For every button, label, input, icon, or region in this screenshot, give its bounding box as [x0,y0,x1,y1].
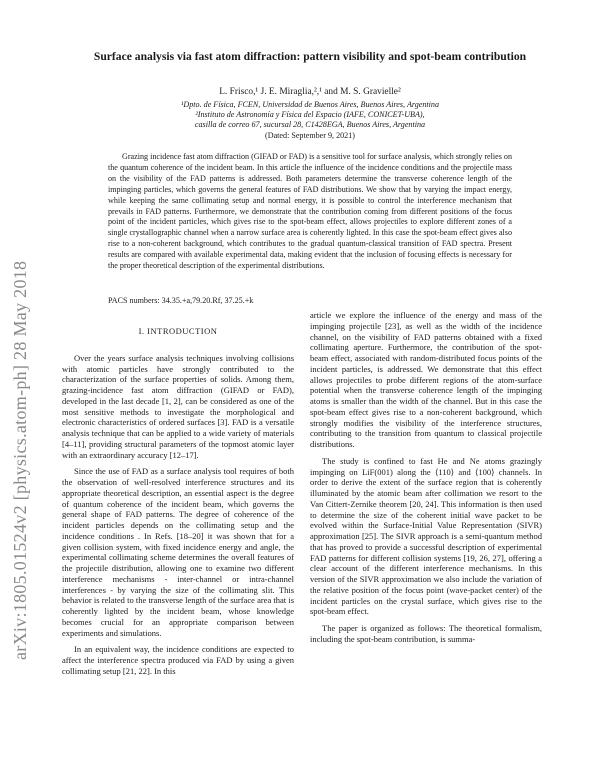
section-heading-introduction: I. INTRODUCTION [138,326,218,336]
body-paragraph: In an equivalent way, the incidence conditions are expected to affect the interference spectra produced via FAD by using a given collimating setup [21, 22]. In this [62,644,294,676]
left-column [62,326,294,683]
affiliation-line: ¹Dpto. de Física, FCEN, Universidad de Buenos Aires, Buenos Aires, Argentina [180,100,440,109]
body-paragraph: Since the use of FAD as a surface analysis tool requires of both the observation of well-resolved interference structures and its appropriate theoretical description, an essential aspect is the degree of quantum coherence of the incident beam, which governs the general shape of FAD patterns. The degree of coherence of the incident particles depends on the collimating setup and the incidence conditions . In Refs. [18–20] it was shown that for a given collision system, with fixed incidence energy and angle, the experimental collimating scheme determines the overall features of the projectile distribution, allowing one to examine two different interference mechanisms - inter-channel or intra-channel interferences - by varying the size of the collimating slit. This behavior is related to the transverse length of the surface area that is coherently lighted by the incident beam, whose knowledge becomes crucial for an appropriate comparison between experiments and simulations. [62,466,294,638]
right-column [310,310,542,651]
pacs-numbers: PACS numbers: 34.35.+a,79.20.Rf, 37.25.+k [108,296,254,305]
body-paragraph: article we explore the influence of the energy and mass of the impinging projectile [23], as well as the width of the incidence channel, on the visibility of FAD patterns obtained with a fixed collimating aperture. Furthermore, the contribution of the spot-beam effect, associated with random-distributed focus points of the incident particles, is addressed. We demonstrate that this effect allows projectiles to probe different regions of the atom-surface potential when the transverse coherence length of the impinging atoms is smaller than the width of the channel. But in this case the spot-beam effect gives rise to a non-coherent background, which strongly modifies the visibility of the interference structures, contributing to the transition from quantum to classical projectile distributions. [310,310,542,449]
abstract-text: Grazing incidence fast atom diffraction (GIFAD or FAD) is a sensitive tool for surface analysis, which strongly relies on the quantum coherence of the incident beam. In this article the influence of the incidence conditions and the projectile mass on the visibility of the FAD patterns is addressed. Both parameters determine the transverse coherence length of the impinging particles, which governs the general features of FAD distributions. We show that by varying the impact energy, while keeping the same collimating setup and normal energy, it is possible to control the interference mechanism that prevails in FAD patterns. Furthermore, we demonstrate that the contribution coming from different positions of the focus point of the incident particles, which gives rise to the spot-beam effect, allows projectiles to explore different zones of a single crystallographic channel when a narrow surface area is coherently lighted. In this case the spot-beam effect gives also rise to a non-coherent background, which contributes to the gradual quantum-classical transition of FAD spectra. Present results are compared with available experimental data, making evident that the inclusion of focusing effects is necessary for the proper theoretical description of the experimental distributions. [108,152,512,271]
affiliation-line: ²Instituto de Astronomía y Física del Espacio (IAFE, CONICET-UBA), [195,110,425,120]
affiliations [80,100,540,141]
body-paragraph: The paper is organized as follows: The theoretical formalism, including the spot-beam contribution, is summa- [310,623,542,644]
body-paragraph: Over the years surface analysis techniques involving collisions with atomic particles have strongly contributed to the characterization of the surface properties of solids. Among them, grazing-incidence fast atom diffraction (GIFAD or FAD), developed in the last decade [1, 2], can be considered as one of the most sensitive methods to investigate the morphological and electronic characteristics of ordered surfaces [3]. FAD is a versatile analysis technique that can be applied to a wide variety of materials [4–11], providing structural parameters of the topmost atomic layer with an extraordinary accuracy [12–17]. [62,352,294,460]
affiliation-line: casilla de correo 67, sucursal 28, C1428EGA, Buenos Aires, Argentina [194,120,426,130]
arxiv-identifier-stamp: arXiv:1805.01524v2 [physics.atom-ph] 28 May 2018 [10,260,30,660]
paper-date: (Dated: September 9, 2021) [265,130,355,140]
body-paragraph: The study is confined to fast He and Ne atoms grazingly impinging on LiF(001) along the ⟨110⟩ and ⟨100⟩ channels. In order to derive the extent of the surface region that is coherently illuminated by the atomic beam after collimation we resort to the Van Cittert-Zernike theorem [20, 24]. This information is then used to determine the size of the coherent initial wave packet to be evolved within the Surface-Initial Value Representation (SIVR) approximation [25]. The SIVR approach is a semi-quantum method that has proved to provide a successful description of experimental FAD patterns for different collision systems [19, 26, 27], offering a clear account of the different interference mechanisms. In this version of the SIVR approximation we also include the variation of the relative position of the focus point (wave-packet center) of the incident particles on the crystal surface, which gives rise to the spot-beam effect. [310,455,542,617]
paper-title: Surface analysis via fast atom diffraction: pattern visibility and spot-beam contribution [93,50,527,63]
author-list: L. Frisco,¹ J. E. Miraglia,²,¹ and M. S. Gravielle² [219,87,401,97]
